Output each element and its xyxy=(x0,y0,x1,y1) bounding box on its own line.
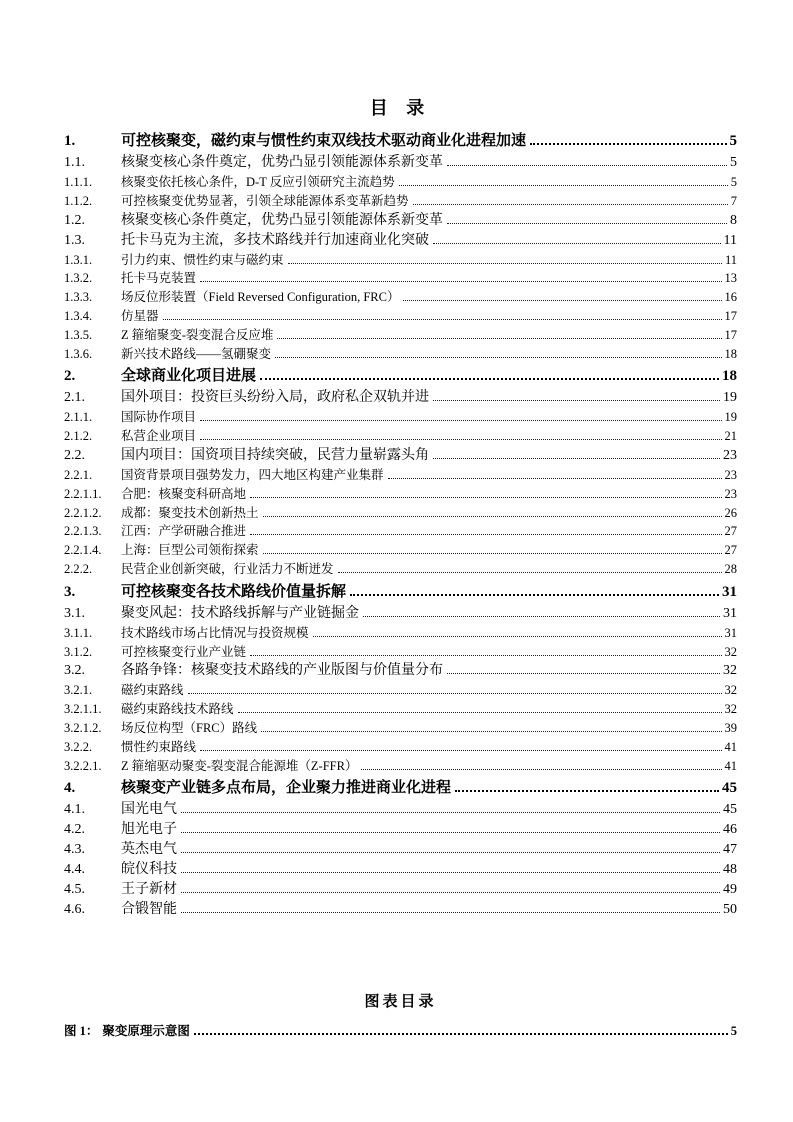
toc-entry-page: 11 xyxy=(724,252,737,267)
toc-list xyxy=(64,130,737,920)
leader-dots-line xyxy=(181,910,720,913)
toc-entry-number: 3.1.1. xyxy=(64,625,93,640)
toc-entry-page: 13 xyxy=(724,271,737,286)
toc-entry-page: 48 xyxy=(723,862,737,878)
toc-entry-label: 仿星器 xyxy=(121,308,159,323)
toc-entry-page: 32 xyxy=(724,683,737,698)
toc-entry-label: 上海：巨型公司领衔探索 xyxy=(121,543,259,558)
toc-entry[interactable] xyxy=(64,269,737,288)
toc-entry-label: 托卡马克装置 xyxy=(121,271,197,286)
toc-entry[interactable] xyxy=(64,307,737,326)
toc-entry[interactable] xyxy=(64,365,737,388)
toc-entry-page: 41 xyxy=(724,739,737,754)
toc-entry-page: 32 xyxy=(723,663,737,679)
toc-entry-number: 2.2.1.2. xyxy=(64,505,102,520)
leader-dots-line xyxy=(250,495,721,498)
leader-dots-line xyxy=(200,748,721,751)
leader-dots-line xyxy=(288,261,722,264)
toc-entry[interactable] xyxy=(64,900,737,920)
toc-entry-page: 39 xyxy=(724,720,737,735)
toc-entry-page: 5 xyxy=(730,155,737,170)
leader-dots-line xyxy=(238,710,722,713)
toc-entry-page: 21 xyxy=(724,429,737,444)
toc-entry-number: 3.2.1.2. xyxy=(64,720,102,735)
toc-entry-page: 27 xyxy=(724,543,737,558)
toc-entry-page: 5 xyxy=(729,133,737,149)
leader-dots-line xyxy=(399,183,728,186)
toc-entry-number: 2.2.2. xyxy=(64,561,93,576)
toc-entry-label: 国资背景项目强势发力，四大地区构建产业集群 xyxy=(121,467,384,482)
toc-entry[interactable] xyxy=(64,643,737,662)
leader-dots-line xyxy=(455,787,719,792)
toc-entry-label: 国外项目：投资巨头纷纷入局，政府私企双轨并进 xyxy=(121,390,429,406)
toc-entry[interactable] xyxy=(64,153,737,173)
toc-entry-label: 引力约束、惯性约束与磁约束 xyxy=(121,252,284,267)
leader-dots-line xyxy=(363,614,720,617)
toc-entry-label: 聚变原理示意图 xyxy=(102,1024,190,1039)
toc-entry[interactable] xyxy=(64,231,737,251)
toc-entry-page: 17 xyxy=(724,327,737,342)
leader-dots-line xyxy=(163,317,722,320)
toc-entry-label: 托卡马克为主流，多技术路线并行加速商业化突破 xyxy=(121,232,429,248)
toc-entry-number: 2.1.2. xyxy=(64,429,93,444)
toc-entry-number: 2.2.1. xyxy=(64,467,93,482)
toc-entry-label: 民营企业创新突破，行业活力不断迸发 xyxy=(121,561,334,576)
toc-entry[interactable] xyxy=(64,719,737,738)
toc-entry-label: 可控核聚变，磁约束与惯性约束双线技术驱动商业化进程加速 xyxy=(121,133,527,149)
leader-dots-line xyxy=(181,870,720,873)
toc-entry-label: 技术路线市场占比情况与投资规模 xyxy=(121,625,309,640)
toc-entry-page: 45 xyxy=(722,780,737,797)
leader-dots-line xyxy=(433,456,720,459)
toc-entry-page: 26 xyxy=(724,505,737,520)
toc-entry-label: 私营企业项目 xyxy=(121,429,197,444)
toc-entry-label: 磁约束路线 xyxy=(121,683,184,698)
toc-entry-number: 4.5. xyxy=(64,882,85,898)
leader-dots-line xyxy=(447,221,727,224)
leader-dots-line xyxy=(413,202,728,205)
toc-entry[interactable] xyxy=(64,485,737,504)
toc-entry-label: 场反位形装置（Field Reversed Configuration, FRC） xyxy=(121,290,400,305)
toc-entry[interactable] xyxy=(64,820,737,840)
toc-entry-page: 27 xyxy=(724,524,737,539)
leader-dots-line xyxy=(200,279,721,282)
toc-entry-page: 50 xyxy=(723,902,737,918)
toc-entry[interactable] xyxy=(64,288,737,307)
toc-entry-number: 4.4. xyxy=(64,862,85,878)
leader-dots-line xyxy=(447,163,727,166)
toc-entry-page: 23 xyxy=(723,447,737,463)
toc-entry-number: 1.3.4. xyxy=(64,308,93,323)
toc-entry[interactable] xyxy=(64,466,737,485)
toc-entry-label: 场反位构型（FRC）路线 xyxy=(121,720,258,735)
toc-entry-page: 19 xyxy=(724,410,737,425)
toc-entry[interactable] xyxy=(64,738,737,757)
toc-entry-number: 4.2. xyxy=(64,822,85,838)
toc-entry-label: 合锻智能 xyxy=(121,902,177,918)
toc-entry-page: 17 xyxy=(724,308,737,323)
toc-entry-page: 23 xyxy=(724,486,737,501)
toc-entry-page: 32 xyxy=(724,644,737,659)
toc-entry-label: 合肥：核聚变科研高地 xyxy=(121,486,247,501)
toc-entry-number: 3.2.2.1. xyxy=(64,758,102,773)
toc-entry[interactable] xyxy=(64,880,737,900)
toc-entry-label: 核聚变核心条件奠定，优势凸显引领能源体系新变革 xyxy=(121,212,443,228)
toc-entry-label: 国际协作项目 xyxy=(121,410,197,425)
leader-dots-line xyxy=(194,1031,728,1035)
toc-entry-number: 3.2.1.1. xyxy=(64,702,102,717)
toc-entry-label: 国光电气 xyxy=(121,802,177,818)
toc-entry[interactable] xyxy=(64,681,737,700)
toc-entry[interactable] xyxy=(64,173,737,192)
leader-dots-line xyxy=(260,375,719,380)
toc-entry-label: 可控核聚变行业产业链 xyxy=(121,644,247,659)
toc-entry[interactable] xyxy=(64,427,737,446)
leader-dots-line xyxy=(350,591,719,596)
toc-entry[interactable] xyxy=(64,388,737,408)
leader-dots-line xyxy=(277,336,721,339)
toc-entry-number: 图 1： xyxy=(64,1024,99,1039)
toc-entry[interactable] xyxy=(64,560,737,579)
toc-entry-page: 46 xyxy=(723,822,737,838)
toc-entry-number: 2.2.1.3. xyxy=(64,524,102,539)
toc-entry[interactable] xyxy=(64,408,737,427)
toc-entry-number: 1.3.3. xyxy=(64,290,93,305)
toc-entry-number: 2. xyxy=(64,368,76,385)
toc-entry[interactable] xyxy=(64,504,737,523)
leader-dots-line xyxy=(181,850,720,853)
leader-dots-line xyxy=(261,729,721,732)
toc-entry-label: 可控核聚变各技术路线价值量拆解 xyxy=(121,583,347,600)
toc-entry-number: 1.3.5. xyxy=(64,327,93,342)
toc-entry-page: 31 xyxy=(722,583,737,600)
toc-entry-number: 3.1.2. xyxy=(64,644,93,659)
toc-entry[interactable] xyxy=(64,345,737,364)
toc-entry-number: 1.2. xyxy=(64,212,85,228)
toc-entry[interactable] xyxy=(64,446,737,466)
toc-entry-page: 47 xyxy=(723,842,737,858)
toc-entry-number: 2.1. xyxy=(64,390,85,406)
leader-dots-line xyxy=(447,671,720,674)
toc-entry-label: Z 箍缩驱动聚变-裂变混合能源堆（Z-FFR） xyxy=(121,758,358,773)
toc-entry-page: 7 xyxy=(730,193,737,208)
leader-dots-line xyxy=(433,398,720,401)
leader-dots-line xyxy=(250,653,721,656)
toc-entry[interactable] xyxy=(64,661,737,681)
toc-entry-page: 18 xyxy=(722,368,737,385)
leader-dots-line xyxy=(433,241,721,244)
toc-title: 目 录 xyxy=(369,98,432,118)
toc-entry-label: 磁约束路线技术路线 xyxy=(121,702,234,717)
toc-entry-page: 11 xyxy=(723,232,737,248)
toc-entry[interactable] xyxy=(64,777,737,800)
toc-entry-number: 4.1. xyxy=(64,802,85,818)
leader-dots-line xyxy=(200,437,721,440)
toc-entry[interactable] xyxy=(64,840,737,860)
toc-entry-label: 新兴技术路线——氢硼聚变 xyxy=(121,346,272,361)
toc-entry-label: 聚变风起：技术路线拆解与产业链掘金 xyxy=(121,605,359,621)
toc-entry-label: Z 箍缩聚变-裂变混合反应堆 xyxy=(121,327,274,342)
leader-dots-line xyxy=(181,830,720,833)
toc-entry-number: 1.3.6. xyxy=(64,346,93,361)
leader-dots-line xyxy=(263,514,722,517)
toc-entry-page: 32 xyxy=(724,702,737,717)
toc-entry-number: 1.3.1. xyxy=(64,252,93,267)
toc-entry[interactable] xyxy=(64,192,737,211)
toc-entry-number: 1. xyxy=(64,133,76,149)
toc-entry-label: 全球商业化项目进展 xyxy=(121,368,257,385)
toc-entry[interactable] xyxy=(64,522,737,541)
toc-entry-label: 核聚变核心条件奠定，优势凸显引领能源体系新变革 xyxy=(121,155,443,170)
toc-entry[interactable] xyxy=(64,581,737,604)
toc-entry-label: 旭光电子 xyxy=(121,822,177,838)
toc-entry-number: 3.2.2. xyxy=(64,739,93,754)
figures-title: 图表目录 xyxy=(364,994,437,1011)
toc-entry-page: 23 xyxy=(724,467,737,482)
toc-entry-number: 4.6. xyxy=(64,902,85,918)
toc-entry-label: 核聚变依托核心条件，D-T 反应引领研究主流趋势 xyxy=(121,175,395,189)
leader-dots-line xyxy=(200,418,721,421)
toc-entry-page: 16 xyxy=(724,290,737,305)
toc-entry-number: 3. xyxy=(64,583,76,600)
leader-dots-line xyxy=(250,532,721,535)
toc-entry[interactable] xyxy=(64,700,737,719)
leader-dots-line xyxy=(361,767,721,770)
leader-dots-line xyxy=(530,140,726,145)
toc-entry-number: 1.1.2. xyxy=(64,193,93,208)
toc-entry-page: 5 xyxy=(730,1024,737,1039)
toc-entry-label: 核聚变产业链多点布局，企业聚力推进商业化进程 xyxy=(121,780,452,797)
toc-entry-page: 41 xyxy=(724,758,737,773)
toc-entry-page: 49 xyxy=(723,882,737,898)
toc-entry-number: 2.1.1. xyxy=(64,410,93,425)
toc-entry-label: 王子新材 xyxy=(121,882,177,898)
toc-entry-page: 31 xyxy=(723,605,737,621)
toc-entry-number: 4.3. xyxy=(64,842,85,858)
figure-entry[interactable] xyxy=(64,1021,737,1041)
toc-entry-page: 19 xyxy=(723,390,737,406)
toc-entry-page: 45 xyxy=(723,802,737,818)
toc-entry-page: 18 xyxy=(724,346,737,361)
toc-entry[interactable] xyxy=(64,130,737,153)
toc-entry-label: 可控核聚变优势显著，引领全球能源体系变革新趋势 xyxy=(121,193,409,208)
toc-entry[interactable] xyxy=(64,541,737,560)
toc-entry[interactable] xyxy=(64,757,737,776)
toc-entry[interactable] xyxy=(64,326,737,345)
toc-entry[interactable] xyxy=(64,251,737,270)
toc-entry-label: 皖仪科技 xyxy=(121,862,177,878)
toc-entry-page: 5 xyxy=(730,175,737,189)
leader-dots-line xyxy=(338,570,722,573)
toc-entry-number: 1.1. xyxy=(64,155,85,170)
leader-dots-line xyxy=(313,634,722,637)
toc-entry-label: 国内项目：国资项目持续突破，民营力量崭露头角 xyxy=(121,447,429,463)
leader-dots-line xyxy=(188,691,722,694)
leader-dots-line xyxy=(181,810,720,813)
toc-entry-label: 英杰电气 xyxy=(121,842,177,858)
leader-dots-line xyxy=(275,355,721,358)
figure-list xyxy=(64,1021,737,1041)
toc-entry[interactable] xyxy=(64,624,737,643)
toc-entry[interactable] xyxy=(64,604,737,624)
toc-entry-number: 2.2. xyxy=(64,447,85,463)
toc-entry-label: 惯性约束路线 xyxy=(121,739,197,754)
leader-dots-line xyxy=(181,890,720,893)
toc-entry-number: 2.2.1.4. xyxy=(64,543,102,558)
toc-entry-number: 2.2.1.1. xyxy=(64,486,102,501)
toc-entry-label: 江西：产学研融合推进 xyxy=(121,524,247,539)
leader-dots-line xyxy=(403,298,721,301)
toc-entry[interactable] xyxy=(64,800,737,820)
toc-entry-page: 8 xyxy=(730,212,737,228)
toc-entry-number: 3.2. xyxy=(64,663,85,679)
toc-entry-label: 成都：聚变技术创新热土 xyxy=(121,505,259,520)
toc-entry-number: 1.3. xyxy=(64,232,85,248)
toc-entry[interactable] xyxy=(64,860,737,880)
toc-entry-page: 28 xyxy=(724,561,737,576)
toc-entry-label: 各路争锋：核聚变技术路线的产业版图与价值量分布 xyxy=(121,663,443,679)
toc-entry-number: 3.1. xyxy=(64,605,85,621)
toc-entry-number: 1.3.2. xyxy=(64,271,93,286)
toc-entry-page: 31 xyxy=(724,625,737,640)
leader-dots-line xyxy=(263,551,722,554)
toc-entry-number: 4. xyxy=(64,780,76,797)
toc-entry[interactable] xyxy=(64,211,737,231)
toc-entry-number: 3.2.1. xyxy=(64,683,93,698)
toc-entry-number: 1.1.1. xyxy=(64,175,93,189)
leader-dots-line xyxy=(388,476,722,479)
